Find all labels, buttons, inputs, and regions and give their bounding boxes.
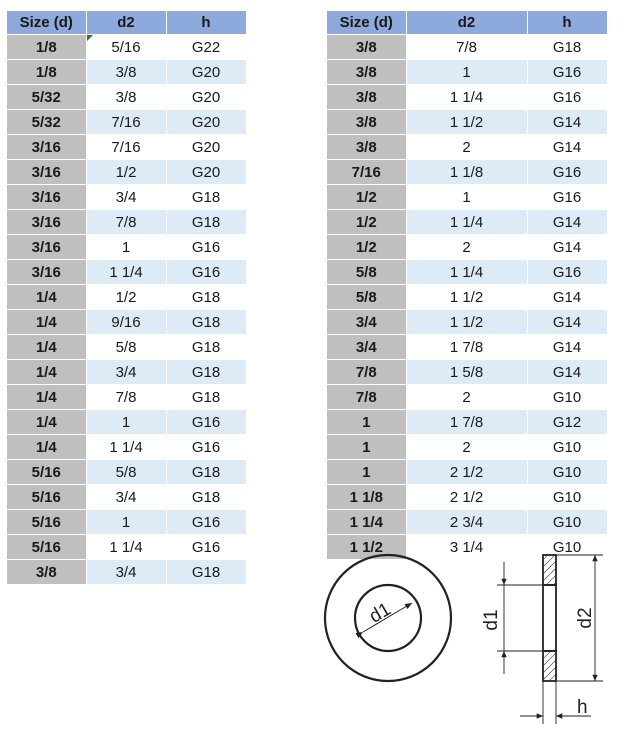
cell-size: 3/16 [7, 210, 86, 235]
cell-size: 7/8 [327, 385, 406, 410]
cell-d2: 1 [86, 510, 166, 535]
cell-d2: 1 7/8 [406, 335, 527, 360]
cell-d2: 1/2 [86, 160, 166, 185]
cell-d2: 3/4 [86, 360, 166, 385]
label-d1-front: d1 [365, 598, 395, 628]
header-size: Size (d) [327, 11, 406, 35]
table-row [7, 160, 246, 185]
table-row [7, 110, 246, 135]
cell-size: 5/16 [7, 535, 86, 560]
cell-h: G16 [527, 185, 607, 210]
cell-size: 5/32 [7, 85, 86, 110]
table-row [327, 135, 607, 160]
washer-size-table-left [7, 11, 247, 585]
header-d2: d2 [86, 11, 166, 35]
cell-size: 5/16 [7, 460, 86, 485]
cell-size: 3/16 [7, 235, 86, 260]
cell-h: G18 [166, 485, 246, 510]
cell-d2: 1 7/8 [406, 410, 527, 435]
cell-d2: 5/16 [86, 35, 166, 60]
cell-size: 1/2 [327, 185, 406, 210]
cell-h: G18 [166, 185, 246, 210]
washer-side-view [481, 555, 603, 724]
table-row [327, 310, 607, 335]
cell-h: G18 [166, 385, 246, 410]
cell-h: G16 [166, 535, 246, 560]
cell-h: G16 [527, 260, 607, 285]
cell-d2: 2 [406, 435, 527, 460]
cell-size: 1 [327, 460, 406, 485]
header-size: Size (d) [7, 11, 86, 35]
cell-size: 1/4 [7, 385, 86, 410]
label-d2: d2 [575, 607, 596, 629]
table-row [327, 185, 607, 210]
table-row [7, 35, 246, 60]
table-row [7, 410, 246, 435]
cell-size: 3/8 [327, 110, 406, 135]
cell-error-indicator-icon [87, 35, 93, 41]
cell-size: 1 [327, 410, 406, 435]
table-row [7, 210, 246, 235]
header-d2: d2 [406, 11, 527, 35]
cell-size: 5/8 [327, 285, 406, 310]
table-row [327, 410, 607, 435]
table-row [7, 285, 246, 310]
cell-h: G10 [527, 535, 607, 560]
cell-h: G18 [166, 210, 246, 235]
cell-h: G10 [527, 385, 607, 410]
cell-d2: 1 [86, 410, 166, 435]
cell-d2: 1 1/2 [406, 310, 527, 335]
cell-h: G18 [166, 285, 246, 310]
table-row [7, 535, 246, 560]
cell-d2: 2 [406, 235, 527, 260]
table-row [327, 110, 607, 135]
cell-d2: 9/16 [86, 310, 166, 335]
cell-h: G14 [527, 310, 607, 335]
cell-size: 1/4 [7, 310, 86, 335]
cell-size: 1 [327, 435, 406, 460]
cell-d2: 1 [406, 60, 527, 85]
cell-d2: 5/8 [86, 335, 166, 360]
table-row [327, 485, 607, 510]
table-row [327, 510, 607, 535]
cell-d2: 1 1/8 [406, 160, 527, 185]
cell-d2: 2 [406, 385, 527, 410]
cell-h: G20 [166, 60, 246, 85]
cell-d2: 1 5/8 [406, 360, 527, 385]
cell-size: 7/8 [327, 360, 406, 385]
cell-size: 1 1/4 [327, 510, 406, 535]
cell-h: G16 [166, 510, 246, 535]
cell-size: 3/8 [327, 35, 406, 60]
cell-h: G14 [527, 285, 607, 310]
table-row [7, 385, 246, 410]
table-row [7, 60, 246, 85]
table-row [7, 185, 246, 210]
cell-size: 7/16 [327, 160, 406, 185]
cell-d2: 7/16 [86, 135, 166, 160]
cell-d2: 1 1/4 [406, 260, 527, 285]
cell-h: G22 [166, 35, 246, 60]
cell-h: G14 [527, 210, 607, 235]
cell-h: G18 [166, 460, 246, 485]
cell-size: 1/8 [7, 60, 86, 85]
cell-h: G10 [527, 510, 607, 535]
cell-h: G18 [166, 335, 246, 360]
cell-d2: 5/8 [86, 460, 166, 485]
table-row [7, 460, 246, 485]
cell-size: 1 1/8 [327, 485, 406, 510]
table-row [327, 35, 607, 60]
cell-d2: 1 [406, 185, 527, 210]
cell-d2: 1 1/4 [86, 260, 166, 285]
table-row [327, 385, 607, 410]
cell-d2: 2 3/4 [406, 510, 527, 535]
table-row [327, 60, 607, 85]
table-body [327, 35, 607, 560]
washer-front-view [325, 555, 451, 681]
table-row [327, 435, 607, 460]
cell-size: 3/4 [327, 310, 406, 335]
table-row [7, 485, 246, 510]
cell-size: 1/8 [7, 35, 86, 60]
table-header-row [327, 11, 607, 35]
cell-h: G18 [527, 35, 607, 60]
table-row [327, 335, 607, 360]
table-row [327, 235, 607, 260]
cell-h: G14 [527, 335, 607, 360]
label-h: h [577, 697, 588, 718]
table-header-row [7, 11, 246, 35]
cell-d2: 3/8 [86, 85, 166, 110]
cell-d2: 3/8 [86, 60, 166, 85]
cell-size: 3/8 [327, 85, 406, 110]
cell-d2: 3/4 [86, 560, 166, 585]
cell-size: 3/16 [7, 185, 86, 210]
table-row [7, 85, 246, 110]
cell-size: 3/8 [327, 135, 406, 160]
table-row [7, 135, 246, 160]
washer-dimension-drawing [315, 540, 618, 731]
cell-h: G10 [527, 485, 607, 510]
table-row [7, 260, 246, 285]
cell-h: G20 [166, 135, 246, 160]
cell-size: 1/4 [7, 435, 86, 460]
cell-h: G18 [166, 360, 246, 385]
label-d1-side: d1 [481, 609, 502, 631]
cell-h: G16 [166, 410, 246, 435]
cell-h: G20 [166, 160, 246, 185]
table-row [7, 435, 246, 460]
cell-d2: 3/4 [86, 185, 166, 210]
cell-size: 3/4 [327, 335, 406, 360]
table-body [7, 35, 246, 585]
table-row [7, 335, 246, 360]
cell-h: G20 [166, 110, 246, 135]
cell-h: G14 [527, 235, 607, 260]
cell-h: G16 [166, 435, 246, 460]
cell-h: G18 [166, 310, 246, 335]
cell-d2: 7/8 [406, 35, 527, 60]
cell-h: G16 [527, 160, 607, 185]
cell-h: G18 [166, 560, 246, 585]
cell-size: 3/16 [7, 160, 86, 185]
cell-d2: 7/16 [86, 110, 166, 135]
cell-h: G14 [527, 135, 607, 160]
cell-d2: 1 1/4 [406, 210, 527, 235]
cell-d2: 7/8 [86, 385, 166, 410]
cell-d2: 3 1/4 [406, 535, 527, 560]
cell-size: 3/16 [7, 135, 86, 160]
washer-size-table-right [327, 11, 608, 560]
cell-size: 5/16 [7, 510, 86, 535]
cell-d2: 2 1/2 [406, 460, 527, 485]
cell-size: 3/16 [7, 260, 86, 285]
cell-size: 1/2 [327, 235, 406, 260]
cell-size: 1/4 [7, 410, 86, 435]
cell-size: 3/8 [327, 60, 406, 85]
cell-d2: 3/4 [86, 485, 166, 510]
cell-h: G10 [527, 435, 607, 460]
cell-size: 1/2 [327, 210, 406, 235]
table-row [327, 160, 607, 185]
table-row [7, 360, 246, 385]
cell-size: 1/4 [7, 285, 86, 310]
table-row [327, 285, 607, 310]
cell-size: 1 1/2 [327, 535, 406, 560]
cell-d2: 1 [86, 235, 166, 260]
header-h: h [166, 11, 246, 35]
cell-d2: 2 [406, 135, 527, 160]
cell-h: G12 [527, 410, 607, 435]
header-h: h [527, 11, 607, 35]
table-row [327, 260, 607, 285]
table-row [7, 510, 246, 535]
cell-size: 1/4 [7, 360, 86, 385]
cell-d2: 1 1/4 [86, 535, 166, 560]
cell-size: 5/32 [7, 110, 86, 135]
cell-d2: 1 1/2 [406, 285, 527, 310]
cell-h: G16 [166, 260, 246, 285]
cell-d2: 1 1/4 [86, 435, 166, 460]
table-row [7, 310, 246, 335]
table-row [7, 560, 246, 585]
cell-size: 5/8 [327, 260, 406, 285]
cell-h: G10 [527, 460, 607, 485]
table-row [327, 85, 607, 110]
cell-h: G16 [527, 60, 607, 85]
cell-size: 1/4 [7, 335, 86, 360]
cell-h: G14 [527, 110, 607, 135]
cell-d2: 1 1/4 [406, 85, 527, 110]
cell-d2: 1/2 [86, 285, 166, 310]
cell-d2: 1 1/2 [406, 110, 527, 135]
table-row [7, 235, 246, 260]
table-row [327, 210, 607, 235]
cell-d2: 7/8 [86, 210, 166, 235]
table-row [327, 360, 607, 385]
cell-d2: 2 1/2 [406, 485, 527, 510]
cell-h: G20 [166, 85, 246, 110]
cell-h: G14 [527, 360, 607, 385]
table-row [327, 460, 607, 485]
cell-size: 3/8 [7, 560, 86, 585]
cell-h: G16 [166, 235, 246, 260]
cell-size: 5/16 [7, 485, 86, 510]
cell-h: G16 [527, 85, 607, 110]
